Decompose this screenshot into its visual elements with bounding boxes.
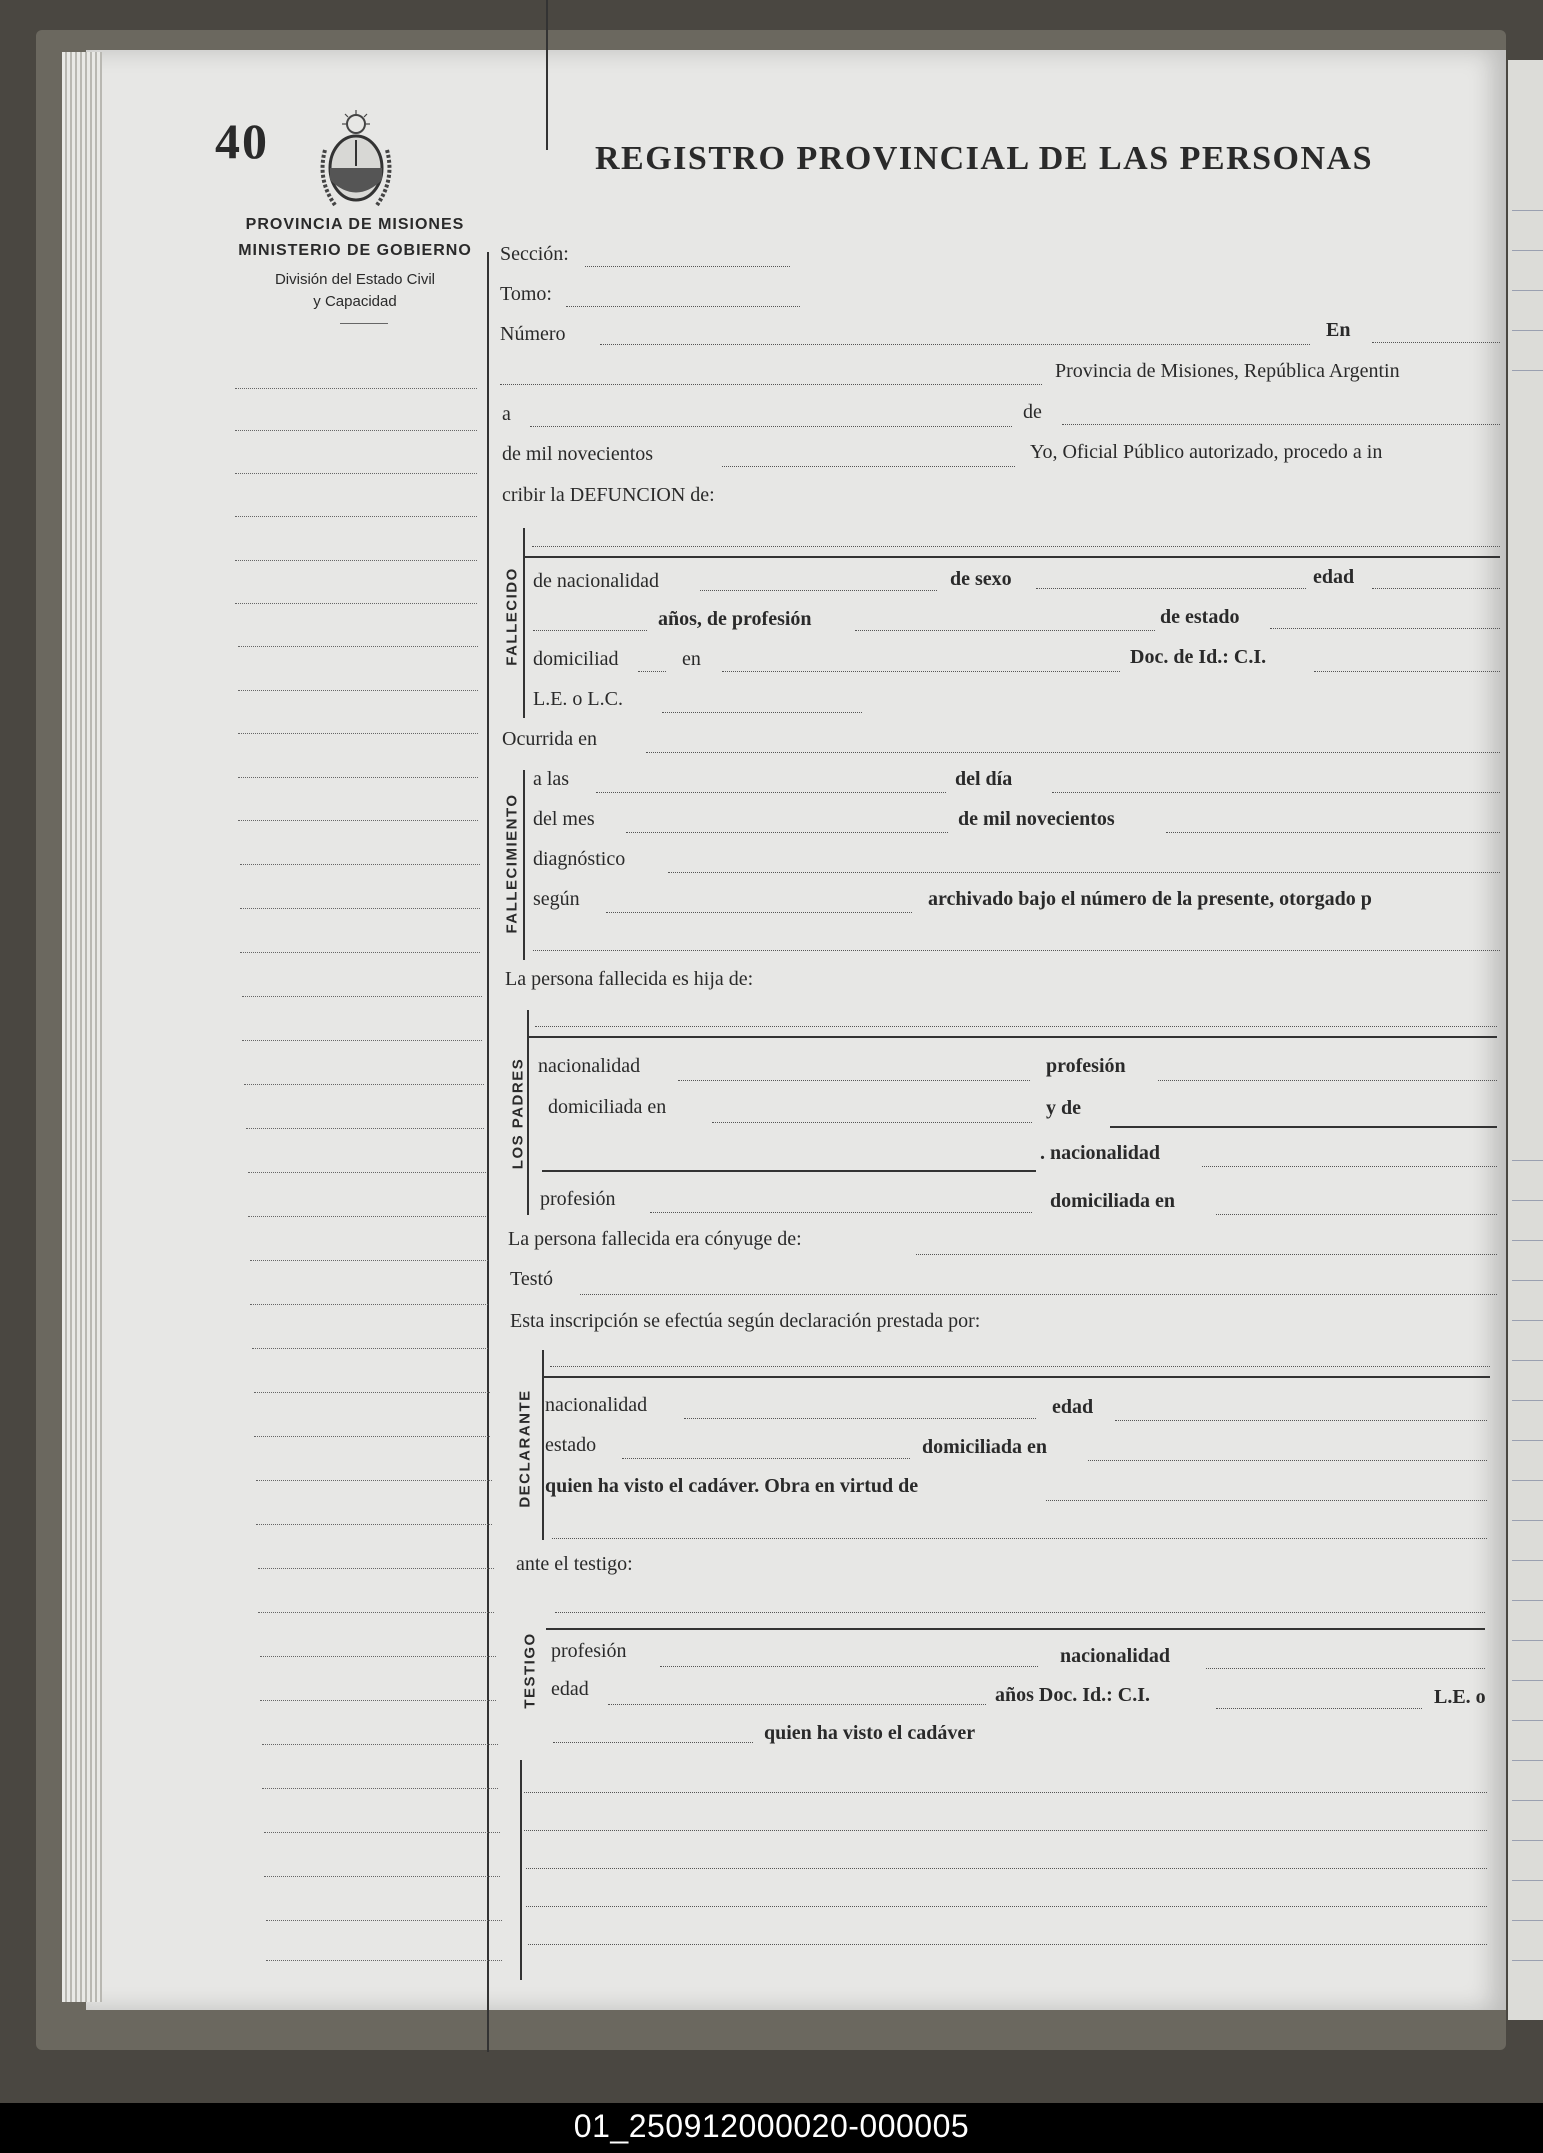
estado-label: de estado — [1160, 606, 1240, 628]
madre-domicilio-field[interactable] — [1216, 1214, 1497, 1215]
image-id: 01_250912000020-000005 — [573, 2108, 970, 2144]
tomo-field[interactable] — [566, 306, 800, 307]
coat-of-arms-icon — [315, 110, 397, 215]
padre-domicilio-field[interactable] — [712, 1122, 1032, 1123]
archivado-text: archivado bajo el número de la presente, otorgado p — [928, 888, 1372, 910]
year-field[interactable] — [722, 466, 1015, 467]
mil-novecientos-label-2: de mil novecientos — [958, 808, 1115, 830]
testigo-le-label: L.E. o — [1434, 1686, 1486, 1708]
numero-label: Número — [500, 323, 566, 345]
madre-nacionalidad-label: . nacionalidad — [1040, 1142, 1161, 1164]
del-dia-label: del día — [955, 768, 1013, 790]
testigo-extra-field[interactable] — [553, 1742, 753, 1743]
inscripcion-text: Esta inscripción se efectúa según declaración prestada por: — [510, 1310, 981, 1332]
declarante-bracket — [542, 1350, 544, 1540]
edad-label: edad — [1313, 566, 1355, 588]
en-field[interactable] — [1372, 342, 1500, 343]
del-mes-label: del mes — [533, 808, 595, 830]
testigo-profesion-label: profesión — [551, 1640, 627, 1662]
padre-name-field[interactable] — [535, 1026, 1497, 1027]
fallecido-label: FALLECIDO — [503, 567, 521, 666]
padres-bracket — [527, 1010, 529, 1215]
de-label: de — [1023, 401, 1042, 423]
padre-nacionalidad-field[interactable] — [678, 1080, 1030, 1081]
a-las-label: a las — [533, 768, 570, 790]
declarante-estado-field[interactable] — [622, 1458, 910, 1459]
tomo-label: Tomo: — [500, 283, 552, 305]
virtud-field-2[interactable] — [552, 1538, 1487, 1539]
testigo-bracket — [546, 0, 548, 150]
numero-field[interactable] — [600, 344, 1310, 345]
nacionalidad-label: de nacionalidad — [533, 570, 660, 592]
header-capacity: y Capacidad — [313, 293, 397, 310]
a-las-field[interactable] — [596, 792, 946, 793]
provincia-text: Provincia de Misiones, República Argentin — [1055, 360, 1400, 382]
notes-bracket — [520, 1760, 522, 1980]
del-dia-field[interactable] — [1052, 792, 1500, 793]
testigo-anos-doc-label: años Doc. Id.: C.I. — [995, 1684, 1151, 1706]
diagnostico-label: diagnóstico — [533, 848, 626, 870]
domicilio-field[interactable] — [722, 671, 1120, 672]
le-lc-label: L.E. o L.C. — [533, 688, 623, 710]
madre-name-field[interactable] — [1110, 1126, 1497, 1128]
declarante-cadaver-text: quien ha visto el cadáver. Obra en virtud de — [545, 1475, 919, 1497]
notes-line[interactable] — [524, 1830, 1487, 1831]
profesion-field[interactable] — [855, 630, 1155, 631]
fallecimiento-bracket — [523, 770, 525, 960]
header-division: División del Estado Civil — [274, 271, 436, 288]
del-mes-field[interactable] — [626, 832, 948, 833]
declarante-edad-label: edad — [1052, 1396, 1094, 1418]
domicilio-suffix-field[interactable] — [638, 671, 666, 672]
anos-profesion-label: años, de profesión — [658, 608, 812, 630]
estado-field[interactable] — [1270, 628, 1500, 629]
seccion-field[interactable] — [585, 266, 790, 267]
segun-label: según — [533, 888, 580, 910]
testigo-doc-field[interactable] — [1216, 1708, 1422, 1709]
header-divider — [340, 323, 388, 324]
declarante-name-field[interactable] — [550, 1366, 1490, 1367]
a-field[interactable] — [530, 426, 1012, 427]
declarante-label: DECLARANTE — [516, 1389, 534, 1508]
testigo-name-field[interactable] — [555, 1612, 1485, 1613]
section-rule — [542, 1376, 1490, 1378]
padre-nacionalidad-label: nacionalidad — [538, 1055, 641, 1077]
ocurrida-field[interactable] — [646, 752, 1500, 753]
diagnostico-field[interactable] — [668, 872, 1500, 873]
nacionalidad-field[interactable] — [700, 590, 937, 591]
section-rule — [527, 1036, 1497, 1038]
edad-field[interactable] — [1372, 588, 1500, 589]
y-de-label: y de — [1046, 1097, 1081, 1119]
facing-page — [1508, 60, 1543, 2020]
declarante-domicilio-label: domiciliada en — [922, 1436, 1048, 1458]
a-label: a — [502, 403, 511, 425]
padre-profesion-field[interactable] — [1158, 1080, 1497, 1081]
section-rule — [546, 1628, 1485, 1630]
header-ministry: MINISTERIO DE GOBIERNO — [238, 242, 472, 259]
registry-title: REGISTRO PROVINCIAL DE LAS PERSONAS — [595, 140, 1373, 177]
otorgado-field[interactable] — [533, 950, 1500, 951]
page-stack-edge — [62, 52, 102, 2002]
hija-de-text: La persona fallecida es hija de: — [505, 968, 754, 990]
defuncion-text: cribir la DEFUNCION de: — [502, 484, 715, 506]
testo-field[interactable] — [580, 1294, 1497, 1295]
sexo-label: de sexo — [950, 568, 1012, 590]
conyuge-field[interactable] — [916, 1254, 1497, 1255]
testigo-edad-field[interactable] — [608, 1704, 986, 1705]
en-label: En — [1326, 319, 1351, 341]
testigo-edad-label: edad — [551, 1678, 589, 1700]
testigo-profesion-field[interactable] — [660, 1666, 1038, 1667]
padre-profesion-label: profesión — [1046, 1055, 1126, 1077]
fallecimiento-label: FALLECIMIENTO — [503, 793, 521, 934]
seccion-label: Sección: — [500, 243, 569, 265]
deceased-name-field[interactable] — [532, 546, 1500, 547]
testigo-nacionalidad-label: nacionalidad — [1060, 1645, 1171, 1667]
madre-nacionalidad-field[interactable] — [1202, 1166, 1497, 1167]
mil-novecientos-label: de mil novecientos — [502, 443, 654, 465]
madre-domicilio-label: domiciliada en — [1050, 1190, 1176, 1212]
conyuge-text: La persona fallecida era cónyuge de: — [508, 1228, 802, 1250]
notes-line[interactable] — [526, 1906, 1487, 1907]
edad-anos-field[interactable] — [533, 630, 647, 631]
le-lc-field[interactable] — [662, 712, 862, 713]
testigo-cadaver-text: quien ha visto el cadáver — [764, 1722, 976, 1744]
notes-line[interactable] — [528, 1944, 1487, 1945]
doc-label: Doc. de Id.: C.I. — [1130, 646, 1267, 668]
padre-domicilio-label: domiciliada en — [548, 1096, 667, 1118]
declarante-nacionalidad-field[interactable] — [684, 1418, 1036, 1419]
declarante-domicilio-field[interactable] — [1088, 1460, 1487, 1461]
header-province: PROVINCIA DE MISIONES — [245, 216, 465, 233]
testo-label: Testó — [510, 1268, 554, 1290]
virtud-field[interactable] — [1046, 1500, 1487, 1501]
de-field[interactable] — [1062, 424, 1500, 425]
sexo-field[interactable] — [1036, 588, 1306, 589]
fallecido-bracket — [523, 528, 525, 718]
declarante-estado-label: estado — [545, 1434, 597, 1456]
oficial-text: Yo, Oficial Público autorizado, procedo a in — [1030, 441, 1383, 463]
testigo-label: TESTIGO — [521, 1632, 539, 1709]
ante-testigo-text: ante el testigo: — [516, 1553, 633, 1575]
page-number: 40 — [215, 113, 269, 169]
madre-name-field-2[interactable] — [542, 1170, 1036, 1172]
margin-divider — [487, 252, 489, 2052]
year-field-2[interactable] — [1166, 832, 1500, 833]
declarante-nacionalidad-label: nacionalidad — [545, 1394, 648, 1416]
madre-profesion-field[interactable] — [650, 1212, 1032, 1213]
madre-profesion-label: profesión — [540, 1188, 616, 1210]
domicilio-label: domiciliad — [533, 648, 619, 670]
en-label-2: en — [682, 648, 701, 670]
section-rule — [523, 556, 1500, 558]
place-field[interactable] — [500, 384, 1042, 385]
doc-field[interactable] — [1314, 671, 1500, 672]
testigo-nacionalidad-field[interactable] — [1206, 1668, 1485, 1669]
ocurrida-label: Ocurrida en — [502, 728, 597, 750]
padres-label: LOS PADRES — [509, 1057, 527, 1170]
declarante-edad-field[interactable] — [1115, 1420, 1487, 1421]
notes-line[interactable] — [526, 1868, 1487, 1869]
segun-field[interactable] — [606, 912, 912, 913]
notes-line[interactable] — [524, 1792, 1487, 1793]
